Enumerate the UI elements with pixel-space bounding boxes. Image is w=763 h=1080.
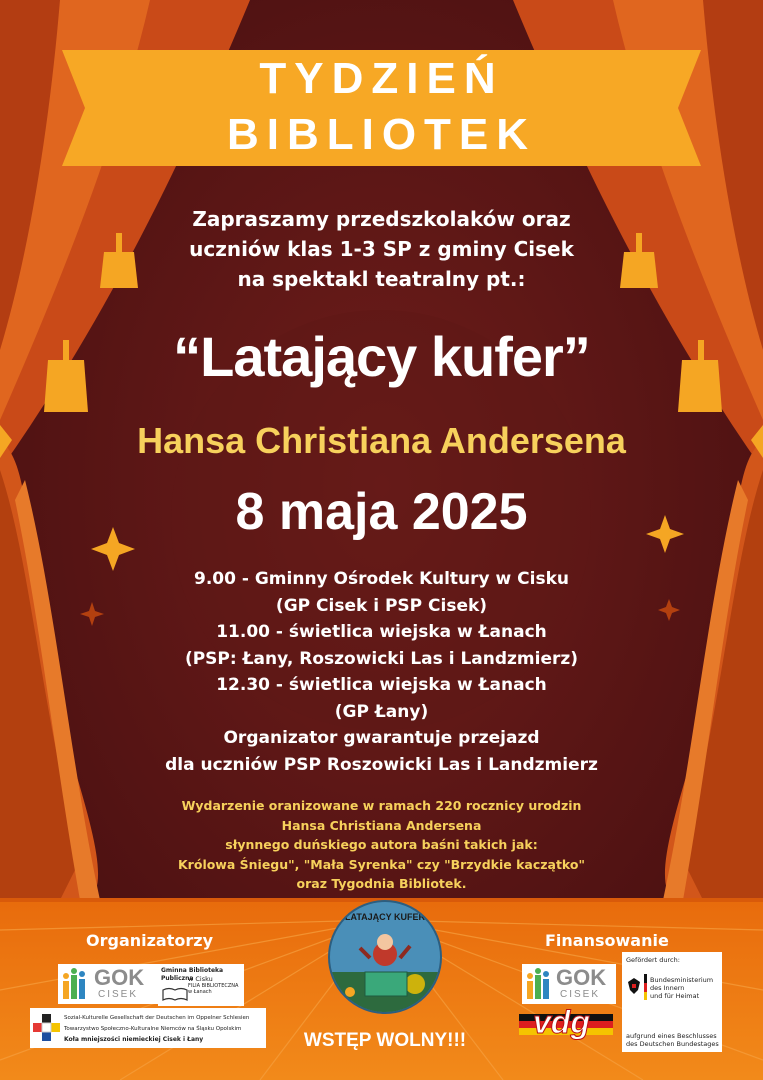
event-date: 8 maja 2025: [235, 483, 528, 541]
note-line: oraz Tygodnia Bibliotek.: [296, 876, 467, 891]
bmi-logo-line: Bundesministerium: [650, 976, 714, 984]
bmi-logo-line: des Deutschen Bundestages: [626, 1040, 719, 1048]
bmi-logo-line: Gefördert durch:: [626, 956, 680, 964]
schedule-line: 9.00 - Gminny Ośrodek Kultury w Cisku: [194, 569, 569, 589]
gok-people-icon: [61, 967, 91, 1001]
library-logo-line: FILIA BIBLIOTECZNA: [188, 983, 239, 989]
play-title: “Latający kufer”: [173, 325, 590, 388]
eagle-icon: [626, 976, 642, 996]
intro-line: uczniów klas 1-3 SP z gminy Cisek: [189, 237, 574, 261]
schedule-line: (GP Łany): [334, 701, 429, 722]
skgd-logo-line: Koła mniejszości niemieckiej Cisek i Łany: [64, 1036, 204, 1043]
gok-logo: [58, 964, 158, 1004]
vdg-logo: [519, 1006, 613, 1044]
library-logo-line: w Łanach: [188, 989, 212, 995]
gok-logo-sub: CISEK: [98, 989, 139, 1000]
play-author: Hansa Christiana Andersena: [137, 420, 626, 461]
schedule-line: (GP Cisek i PSP Cisek): [275, 595, 488, 616]
book-cover-image: [328, 900, 442, 1014]
gok-logo-text: GOK: [94, 965, 145, 990]
note-line: Hansa Christiana Andersena: [281, 817, 482, 833]
library-logo: [158, 964, 244, 1006]
schedule-line: 12.30 - świetlica wiejska w Łanach: [216, 675, 547, 695]
schedule: [90, 566, 673, 778]
banner-title-line2: BIBLIOTEK: [226, 110, 537, 159]
flag-bar: [644, 974, 647, 1000]
banner-title-line1: TYDZIEŃ: [259, 54, 504, 103]
bmi-logo: [622, 952, 722, 1052]
note-line: Wydarzenie oranizowane w ramach 220 rocznicy urodzin: [181, 798, 582, 813]
bmi-logo-line: des Innern: [650, 984, 685, 992]
skgd-logo-line: Towarzystwo Społeczno-Kulturalne Niemców na Śląsku Opolskim: [64, 1026, 242, 1032]
organizers-heading: Organizatorzy: [86, 931, 213, 950]
open-book-icon: [162, 986, 188, 1002]
skgd-logo-line: Sozial-Kulturelle Gesellschaft der Deutschen im Oppelner Schlesien: [64, 1015, 250, 1021]
skgd-logo: [30, 1008, 266, 1048]
intro-line: Zapraszamy przedszkolaków oraz: [192, 207, 571, 231]
gok-logo-sub: CISEK: [560, 989, 601, 1000]
note-line: Królowa Śniegu", "Mała Syrenka" czy "Brzydkie kaczątko": [178, 856, 585, 872]
intro-text: [120, 204, 643, 294]
event-note: [110, 796, 653, 894]
library-logo-line: Gminna Biblioteka Publiczna: [161, 967, 224, 982]
free-entry-text: WSTĘP WOLNY!!!: [303, 1030, 467, 1051]
book-cover-title: LATAJĄCY KUFER: [344, 912, 425, 922]
intro-line: na spektakl teatralny pt.:: [237, 267, 526, 291]
note-line: słynnego duńskiego autora baśni takich jak:: [225, 837, 538, 852]
bmi-logo-line: aufgrund eines Beschlusses: [626, 1032, 717, 1040]
schedule-line: Organizator gwarantuje przejazd: [223, 728, 540, 748]
funding-heading: Finansowanie: [545, 931, 669, 950]
schedule-line: (PSP: Łany, Roszowicki Las i Landzmierz): [184, 648, 579, 669]
library-logo-line: w Cisku: [188, 975, 213, 983]
skgd-squares-icon: [33, 1014, 61, 1042]
schedule-line: dla uczniów PSP Roszowicki Las i Landzmierz: [165, 754, 598, 775]
vdg-logo-text: vdg: [533, 1004, 590, 1040]
gok-logo-text: GOK: [556, 965, 607, 990]
schedule-line: 11.00 - świetlica wiejska w Łanach: [216, 622, 547, 642]
bmi-logo-line: und für Heimat: [650, 992, 700, 1000]
gok-funding-logo: [522, 964, 616, 1004]
gok-people-icon: [525, 967, 555, 1001]
